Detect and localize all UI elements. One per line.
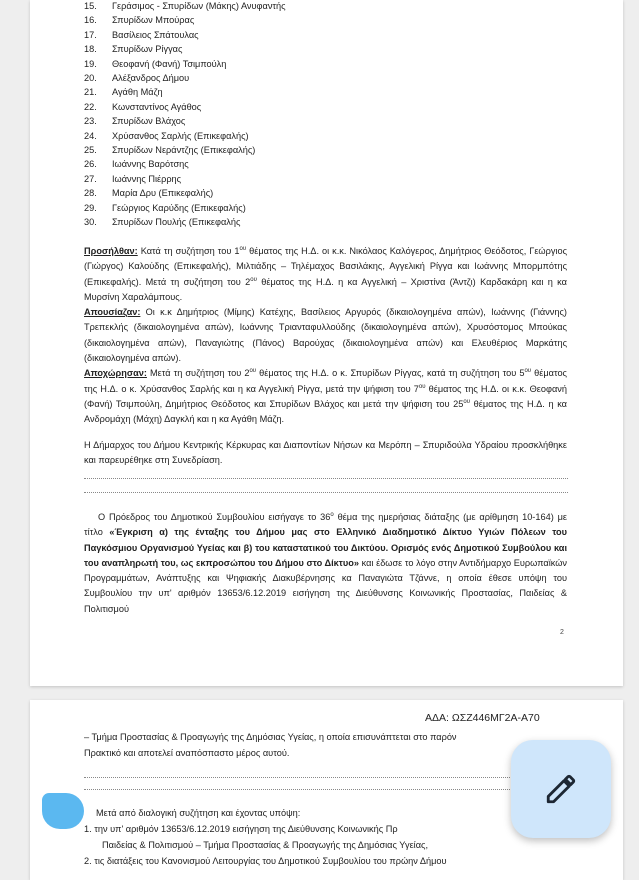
attendee-row — [84, 1, 286, 11]
attendee-number: 20. — [84, 73, 97, 83]
attendee-number: 25. — [84, 145, 97, 155]
attendee-number: 16. — [84, 15, 97, 26]
attendee-row — [84, 217, 240, 227]
attendee-name: Γεράσιμος - Σπυρίδων (Μάκης) Ανυφαντής — [112, 1, 286, 11]
attendee-name: Αλέξανδρος Δήμου — [112, 73, 190, 83]
attendee-name: Αγάθη Μάζη — [112, 87, 163, 98]
attendee-name: Γεώργιος Καρύδης (Επικεφαλής) — [112, 202, 246, 213]
absent-label: Απουσίαζαν: — [84, 307, 141, 318]
edit-button[interactable] — [511, 740, 611, 838]
attendee-number: 15. — [84, 1, 97, 11]
attendee-number: 17. — [84, 29, 97, 40]
attendee-name: Σπυρίδων Βλάχος — [112, 116, 186, 127]
dotted-separator — [84, 789, 568, 790]
attendee-row — [84, 44, 182, 54]
attendee-row — [84, 73, 189, 83]
departed-label: Αποχώρησαν: — [84, 368, 147, 379]
page2-considerations: Μετά από διαλογική συζήτηση και έχοντας υπόψη: 1. την υπ' αριθμόν 13653/6.12.2019 εισήγηση της Διεύθυνσης Κοινωνικής Πρ Παιδείας & Πολιτισμού – Τμήμα Προστασίας & Προαγωγής της Δημόσιας Υγείας, 2. τις διατάξεις του Κανονισμού Λειτουργίας του Δημοτικού Συμβουλίου του πρώην Δήμου — [84, 808, 447, 866]
attendee-row — [84, 188, 213, 198]
attendee-number: 19. — [84, 58, 97, 69]
attendee-row — [84, 174, 181, 184]
dotted-separator — [84, 492, 568, 493]
attendee-row — [84, 159, 189, 169]
attendee-name: Κωνσταντίνος Αγάθος — [112, 101, 202, 112]
attendee-number: 23. — [84, 116, 97, 127]
dotted-separator — [84, 777, 568, 778]
attendee-name: Σπυρίδων Πουλής (Επικεφαλής — [112, 217, 241, 227]
attendee-row — [84, 203, 246, 213]
attendee-name: Σπυρίδων Νεράντζης (Επικεφαλής) — [112, 145, 256, 155]
attendee-name: Ιωάννης Πιέρρης — [112, 173, 182, 184]
attendee-number: 24. — [84, 130, 97, 141]
page-number: 2 — [560, 629, 564, 636]
attendee-row — [84, 59, 226, 69]
dotted-separator — [84, 478, 568, 479]
attendee-name: Μαρία Δρυ (Επικεφαλής) — [112, 188, 214, 199]
attendee-row — [84, 145, 255, 155]
attendee-row — [84, 131, 249, 141]
attendee-name: Ιωάννης Βαρότσης — [112, 159, 189, 170]
mayor-note: Η Δήμαρχος του Δήμου Κεντρικής Κέρκυρας και Διαποντίων Νήσων κα Μερόπη – Σπυριδούλα Υδραίου προσκλήθηκε και παρευρέθηκε στη Συνεδρίαση. — [84, 440, 567, 466]
pencil-icon — [544, 772, 578, 806]
scroll-indicator[interactable] — [42, 793, 84, 829]
attendee-name: Σπυρίδων Ρίγγας — [112, 44, 183, 55]
attendee-row — [84, 87, 163, 97]
attendee-row — [84, 102, 201, 112]
attendee-row — [84, 30, 199, 40]
attendee-number: 22. — [84, 101, 97, 112]
attendee-name: Χρύσανθος Σαρλής (Επικεφαλής) — [112, 130, 249, 141]
page2-intro: – Τμήμα Προστασίας & Προαγωγής της Δημόσιας Υγείας, η οποία επισυνάπτεται στο παρόν Πρακτικό και αποτελεί αναπόσπαστο μέρος αυτού. — [84, 732, 457, 758]
attendee-number: 27. — [84, 173, 97, 184]
attendee-number: 30. — [84, 217, 97, 227]
attendee-number: 28. — [84, 188, 97, 199]
attendee-name: Θεοφανή (Φανή) Τσιμπούλη — [112, 58, 227, 69]
attendee-row — [84, 116, 185, 126]
president-paragraph: Ο Πρόεδρος του Δημοτικού Συμβουλίου εισήγαγε το $36^o$ θέμα της ημερήσιας διάταξης (με αρίθμηση 10-164) με τίτλο «Έγκριση α) της ένταξης του Δήμου μας στο Ελληνικό Διαδημοτικό Δίκτυο Υγιών Πόλεων του Παγκόσμιου Οργανισμού Υγείας και β) του καταστατικού του Δικτύου. Ορισμός ενός Δημοτικού Συμβούλου και του αναπληρωτή του, ως εκπροσώπου του Δήμου στο Δίκτυο» και έδωσε το λόγο στην Αντιδήμαρχο Ευρωπαϊκών Προγραμμάτων, Ανάπτυξης και Ψηφιακής Διακυβέρνησης κα Παναγιώτα Τζάννε, η οποία έθεσε υπόψη του Συμβουλίου την υπ' αριθμόν 13653/6.12.2019 εισήγηση της Διεύθυνσης Κοινωνικής Προστασίας, Παιδείας & Πολιτισμού — [84, 511, 568, 614]
agenda-item-title: «Έγκριση α) της ένταξης του Δήμου μας στο Ελληνικό Διαδημοτικό Δίκτυο Υγιών Πόλεων του Παγκόσμιου Οργανισμού Υγείας και β) του καταστατικού του Δικτύου. Ορισμός ενός Δημοτικού Συμβούλου και του αναπληρωτή του, ως εκπροσώπου του Δήμου στο Δίκτυο» — [84, 527, 567, 568]
attendee-number: 26. — [84, 159, 97, 170]
attendee-number: 18. — [84, 44, 97, 55]
attendee-name: Σπυρίδων Μπούρας — [112, 15, 195, 26]
arrivals-paragraph: Προσήλθαν: Κατά τη συζήτηση του $1^{o\upsilon}$ θέματος της Η.Δ. οι κ.κ. Νικόλαος Καλόγερος, Δημήτριος Θεόδοτος, Γεώργιος (Γιώργος) Καλούδης (Επικεφαλής), Μιλτιάδης – Τηλέμαχος Βασιλάκης, Αγγελική Ρίγγα και Ιωάννης Μπορμπότης (Επικεφαλής). Μετά τη συζήτηση του $2^{o\upsilon}$ θέματος της Η.Δ. η κα Αγγελική – Χριστίνα (Άντζι) Καρδακάρη και η κα Μυρσίνη Χαραλάμπους. Απουσίαζαν: Οι κ.κ Δημήτριος (Μίμης) Κατέχης, Βασίλειος Αργυρός (δικαιολογημένα απών), Ιωάννης (Γιάννης) Τρεπεκλής (δικαιολογημένα απών), Ιωάννης Τριανταφυλλούδης (δικαιολογημένα απών), Χρυσόστομος Μπούκας (δικαιολογημένα απών), Παναγιώτης (Πάνος) Βαρούχας (δικαιολογημένα απών) και Ελευθέριος Μαρκάτης (δικαιολογημένα απών). Αποχώρησαν: Μετά τη συζήτηση του $2^{o\upsilon}$ θέματος της Η.Δ. ο κ. Σπυρίδων Ρίγγας, κατά τη συζήτηση του $5^{o\upsilon}$ θέματος της Η.Δ. ο κ. Χρύσανθος Σαρλής και η κα Αγγελική Ρίγγα, μετά την ψήφιση του $7^{o\upsilon}$ θέματος της Η.Δ. οι κ.κ. Θεοφανή (Φανή) Τσιμπούλη, Δημήτριος Θεόδοτος και Σπυρίδων Βλάχος και μετά την ψήφιση του $25^{o\upsilon}$ θέματος της Η.Δ. η κα Ανδρομάχη (Μάχη) Δαγκλή και η κα Αγάθη Μάζη. — [84, 245, 567, 425]
ada-code: ΑΔΑ: ΩΣΖ446ΜΓ2Α-Α70 — [425, 712, 540, 724]
attendee-row — [84, 15, 194, 25]
attendee-number: 21. — [84, 87, 97, 98]
attendee-number: 29. — [84, 202, 97, 213]
arrivals-label: Προσήλθαν: — [84, 246, 138, 256]
attendee-name: Βασίλειος Σπάτουλας — [112, 29, 199, 40]
